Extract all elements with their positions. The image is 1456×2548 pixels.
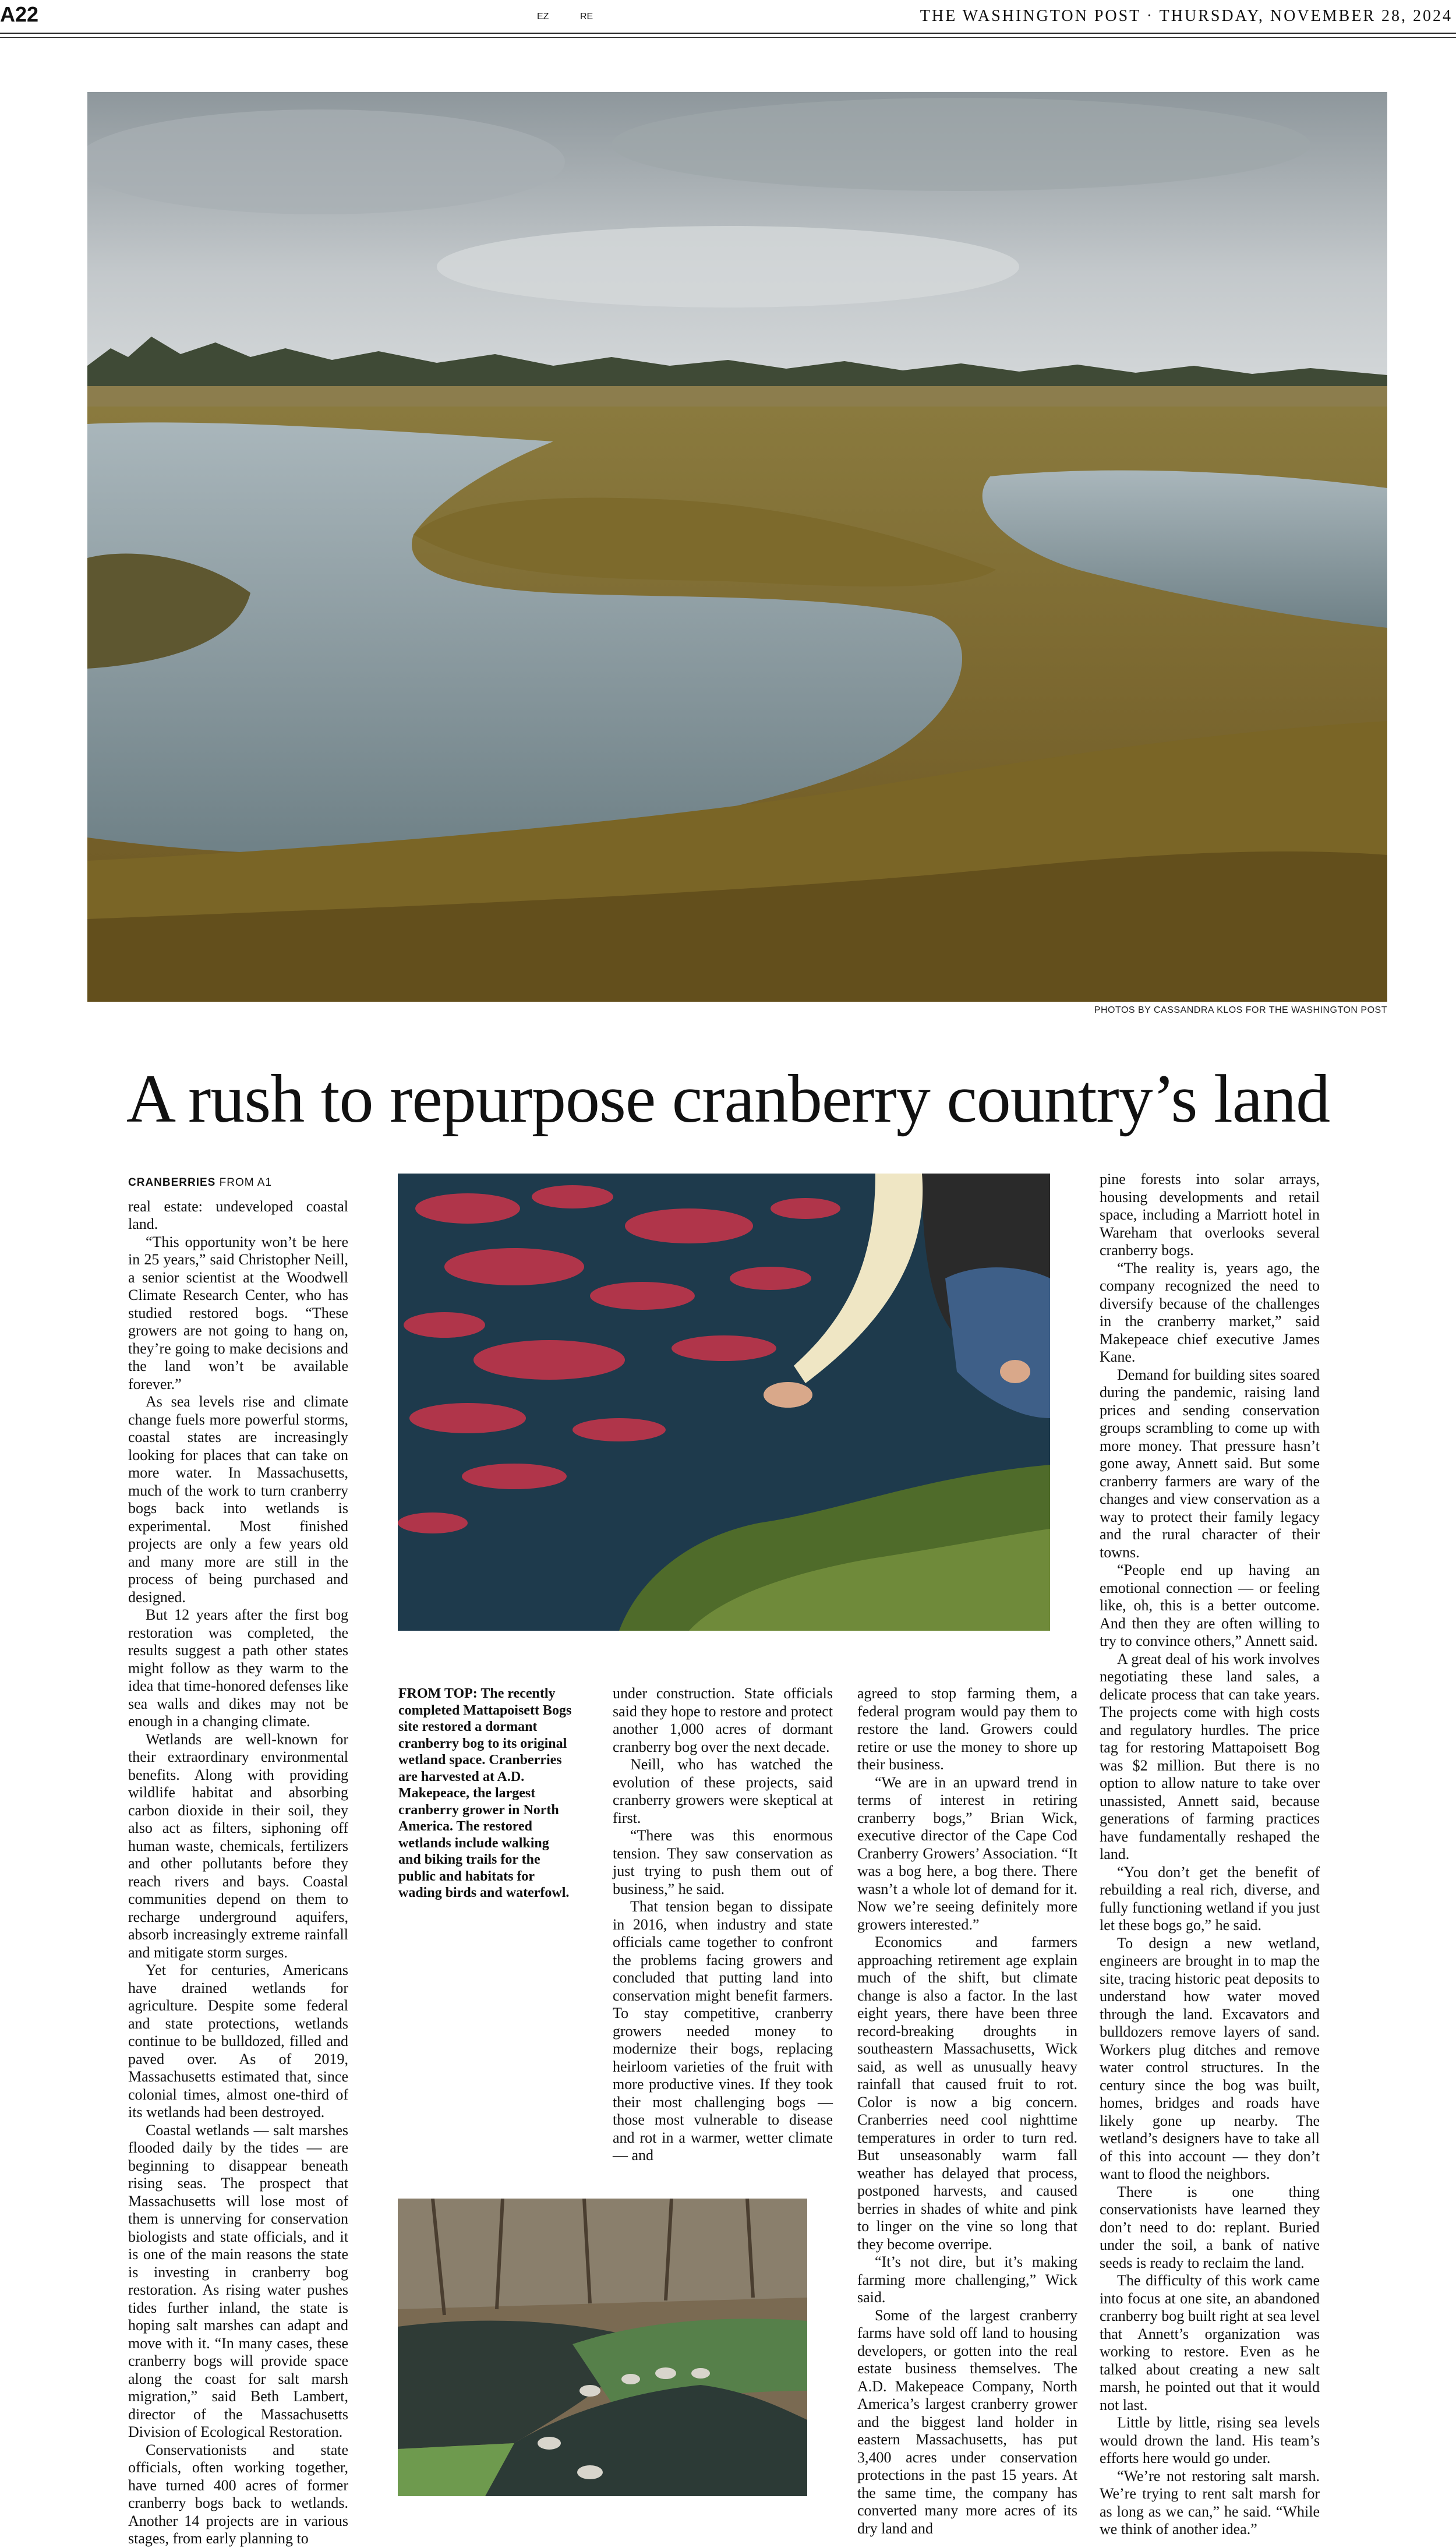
paragraph: agreed to stop farming them, a federal program would pay them to restore the land. Growers could retire or use the money to shore up their business. [857, 1685, 1077, 1773]
paragraph: Some of the largest cranberry farms have sold off land to housing developers, or gotten into the real estate business themselves. The A.D. Makepeace Company, North America’s largest cranberry grower and the biggest land holder in eastern Massachusetts, has put 3,400 acres under conservation protections in the past 15 years. At the same time, the company has converted many more acres of its dry land and [857, 2306, 1077, 2537]
paragraph: Economics and farmers approaching retirement age explain much of the shift, but climate change is also a factor. In the last eight years, there have been three record-breaking droughts in southeastern Massachusetts, Wick said, as well as unusually heavy rainfall that caused fruit to rot. Color is now a big concern. Cranberries need cool nighttime temperatures in order to turn red. But unseasonably warm fall weather has delayed that process, postponed harvests, and caused berries in shades of white and pink to linger on the vine so long that they become overripe. [857, 1934, 1077, 2253]
paragraph: As sea levels rise and climate change fuels more powerful storms, coastal states are increasingly looking for places that can take on more water. In Massachusetts, much of the work to turn cranberry bogs back into wetlands is experimental. Most finished projects are only a few years old and many more are still in the process of being purchased and designed. [128, 1393, 348, 1606]
paragraph: Little by little, rising sea levels would drown the land. His team’s efforts here would go under. [1100, 2414, 1320, 2466]
paragraph: But 12 years after the first bog restoration was completed, the results suggest a path other states might follow as they warm to the idea that time-honored defenses like sea walls and dikes may not be enough in a changing climate. [128, 1606, 348, 1730]
paragraph: To design a new wetland, engineers are brought in to map the site, tracing historic peat deposits to understand how water moved through the land. Excavators and bulldozers remove layers of sand. Workers plug ditches and remove water control structures. In the century since the bog was built, homes, bridges and roads have likely gone up nearby. The wetland’s designers have to take all of this into account — they don’t want to flood the neighbors. [1100, 1934, 1320, 2182]
paragraph: Demand for building sites soared during the pandemic, raising land prices and sending conservation groups scrambling to come up with more money. That pressure hasn’t gone away, Annett said. But some cranberry farmers are wary of the changes and view conservation as a way to protect their family legacy and the rural character of their towns. [1100, 1366, 1320, 1561]
wetland-trail-photo [398, 2199, 807, 2496]
cranberry-harvest-photo [398, 1174, 1050, 1631]
header-rule [0, 37, 1456, 38]
paragraph: “It’s not dire, but it’s making farming more challenging,” Wick said. [857, 2253, 1077, 2306]
paragraph: A great deal of his work involves negotiating these land sales, a delicate process that can take years. The projects come with high costs and regulatory hurdles. The price tag for restoring Mattapoisett Bog was $2 million. But there is no option to allow nature to take over unassisted, Annett said, because generations of farming practices have fundamentally reshaped the land. [1100, 1650, 1320, 1863]
article-column-3 [857, 1685, 1077, 2538]
masthead-dateline: THE WASHINGTON POST · THURSDAY, NOVEMBER 28, 2024 [920, 7, 1453, 25]
paragraph: Coastal wetlands — salt marshes flooded daily by the tides — are beginning to disappear beneath rising seas. The prospect that Massachusetts will lose most of them is unnerving for conservation biologists and state officials, and it is one of the main reasons the state is investing in cranberry bog restoration. As rising water pushes tides further inland, the state is hoping salt marshes can adapt and move with it. “In many cases, these cranberry bogs will provide space along the coast for salt marsh migration,” said Beth Lambert, director of the Massachusetts Division of Ecological Restoration. [128, 2121, 348, 2440]
headline: A rush to repurpose cranberry country’s land [126, 1061, 1330, 1137]
paragraph: There is one thing conservationists have learned they don’t need to do: replant. Buried under the soil, a bank of native seeds is ready to reclaim the land. [1100, 2183, 1320, 2271]
article-column-1 [128, 1174, 348, 2548]
paragraph: The difficulty of this work came into focus at one site, an abandoned cranberry bog built right at sea level that Annett’s organization was working to restore. Even as he talked about creating a new salt marsh, he pointed out that it would not last. [1100, 2272, 1320, 2413]
edition-code: RE [580, 12, 593, 22]
paragraph: pine forests into solar arrays, housing developments and retail space, including a Marriott hotel in Wareham that overlooks several cranberry bogs. [1100, 1171, 1320, 1259]
paragraph: That tension began to dissipate in 2016, when industry and state officials came together to confront the problems facing growers and concluded that putting land into conservation might benefit farmers. To stay competitive, cranberry growers needed money to modernize their bogs, replacing heirloom varieties of the fruit with more productive vines. If they took their most challenging bogs — those most vulnerable to disease and rot in a warmer, wetter climate — and [613, 1898, 833, 2164]
paragraph: Neill, who has watched the evolution of these projects, said cranberry growers were skeptical at first. [613, 1756, 833, 1826]
article-column-4 [1100, 1171, 1320, 2539]
article-column-2 [613, 1685, 833, 2165]
wetland-photo [87, 92, 1387, 1002]
paragraph: “This opportunity won’t be here in 25 years,” said Christopher Neill, a senior scientist at the Woodwell Climate Research Center, who has studied restored bogs. “These growers are not going to hang on, they’re going to make decisions and the land won’t be available forever.” [128, 1233, 348, 1393]
paragraph: real estate: undeveloped coastal land. [128, 1197, 348, 1232]
paragraph: under construction. State officials said they hope to restore and protect another 1,000 acres of dormant cranberry bog over the next decade. [613, 1685, 833, 1755]
paragraph: “The reality is, years ago, the company recognized the need to diversify because of the challenges in the cranberry market,” said Makepeace chief executive James Kane. [1100, 1259, 1320, 1365]
header-rule [0, 33, 1456, 34]
paragraph: “We are in an upward trend in terms of interest in retiring cranberry bogs,” Brian Wick, executive director of the Cape Cod Cranberry Growers’ Association. “It was a bog here, a bog there. There wasn’t a whole lot of demand for it. Now we’re seeing definitely more growers interested.” [857, 1773, 1077, 1933]
paragraph: Wetlands are well-known for their extraordinary environmental benefits. Along with providing wildlife habitat and absorbing carbon dioxide in their soil, they also act as filters, siphoning off human waste, chemicals, fertilizers and other pollutants before they reach rivers and bays. Coastal communities depend on them to recharge underground aquifers, absorb increasingly extreme rainfall and mitigate storm surges. [128, 1730, 348, 1961]
page-number: A22 [0, 2, 39, 26]
photo-caption: FROM TOP: The recently completed Mattapoisett Bogs site restored a dormant cranberry bog to its original wetland space. Cranberries are harvested at A.D. Makepeace, the largest cranberry grower in North America. The restored wetlands include walking and biking trails for the public and habitats for wading birds and waterfowl. [398, 1686, 572, 1900]
paragraph: “People end up having an emotional connection — or feeling like, oh, this is a better outcome. And then they are often willing to try to convince others,” Annett said. [1100, 1561, 1320, 1649]
paragraph: “There was this enormous tension. They saw conservation as just trying to push them out of business,” he said. [613, 1827, 833, 1897]
jump-kicker: CRANBERRIES FROM A1 [128, 1176, 273, 1189]
paragraph: “You don’t get the benefit of rebuilding a real rich, diverse, and fully functioning wetland if you just let these bogs go,” he said. [1100, 1863, 1320, 1934]
photo-credit: PHOTOS BY CASSANDRA KLOS FOR THE WASHINGTON POST [1094, 1005, 1387, 1015]
paragraph: Conservationists and state officials, often working together, have turned 400 acres of former cranberry bogs back to wetlands. Another 14 projects are in various stages, from early planning to [128, 2441, 348, 2547]
edition-code: EZ [537, 12, 549, 22]
paragraph: “We’re not restoring salt marsh. We’re trying to rent salt marsh for as long as we can,” he said. “While we think of another idea.” [1100, 2467, 1320, 2538]
paragraph: Yet for centuries, Americans have drained wetlands for agriculture. Despite some federal and state protections, wetlands continue to be bulldozed, filled and paved over. As of 2019, Massachusetts estimated that, since colonial times, almost one-third of its wetlands had been destroyed. [128, 1962, 348, 2121]
